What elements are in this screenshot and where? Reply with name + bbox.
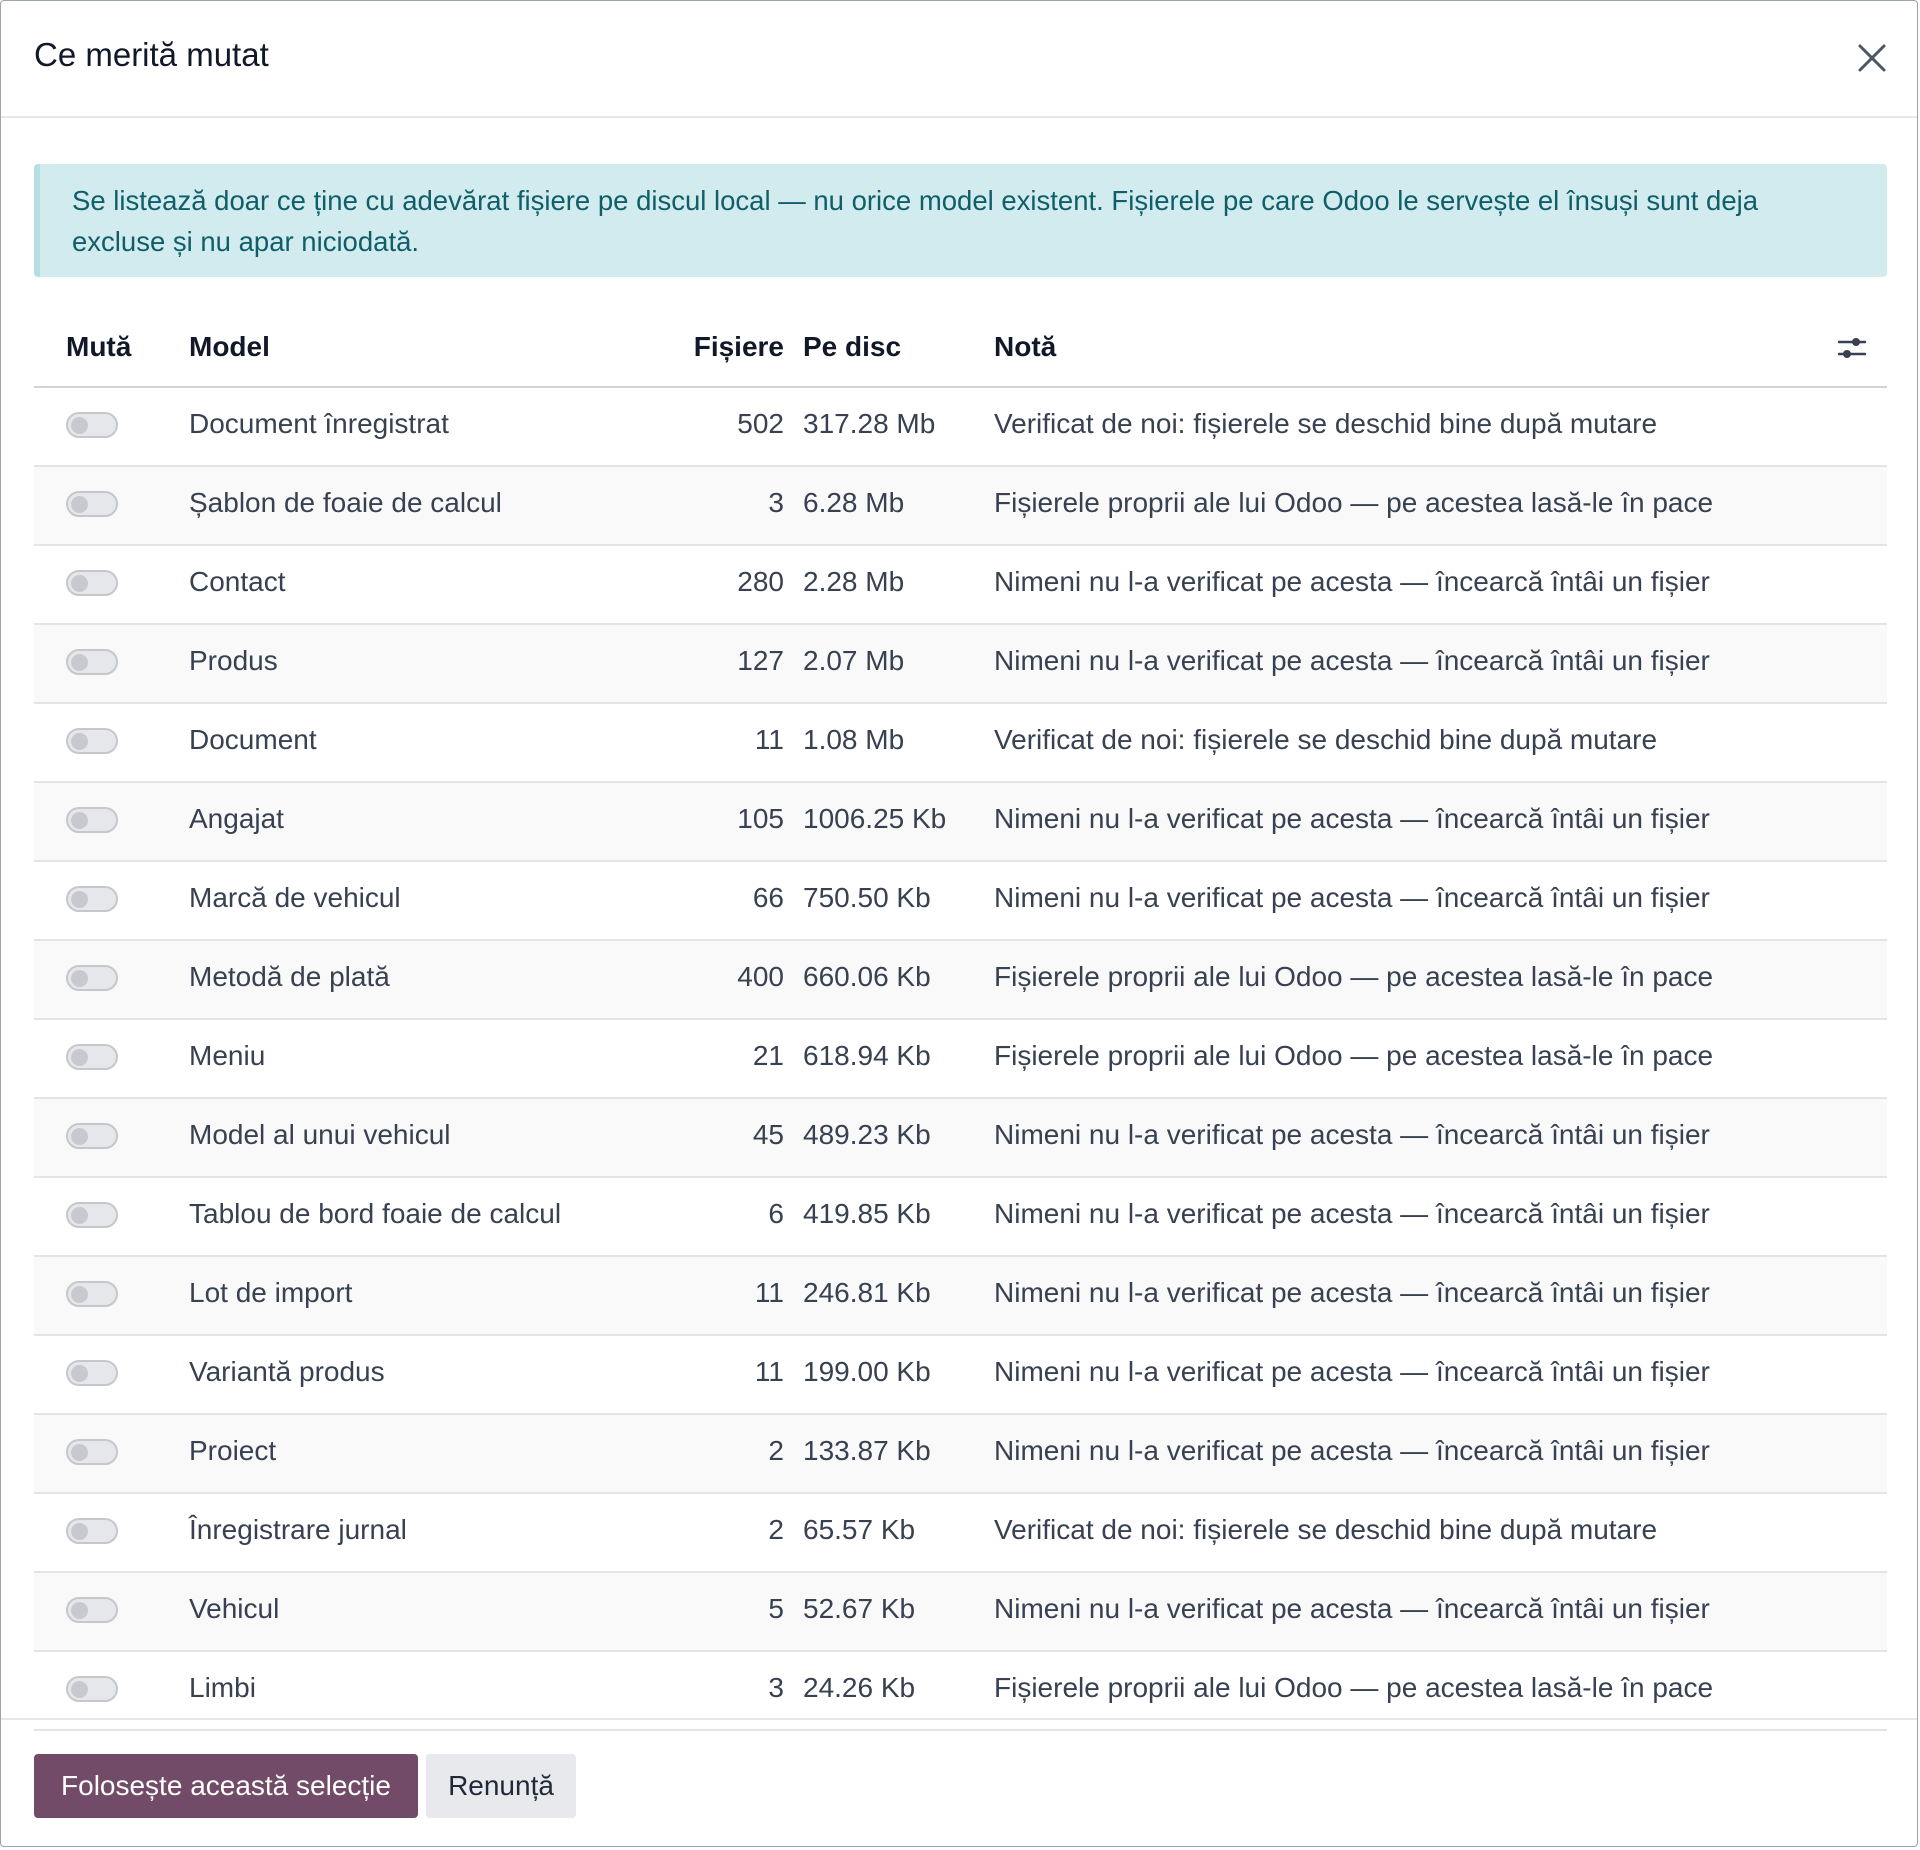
- table-row[interactable]: [34, 1415, 1887, 1494]
- move-toggle[interactable]: [66, 570, 118, 596]
- move-toggle[interactable]: [66, 1676, 118, 1702]
- files-cell: 2: [768, 1435, 784, 1466]
- size-cell: 2.07 Mb: [803, 645, 905, 676]
- move-toggle[interactable]: [66, 965, 118, 991]
- model-cell: Angajat: [189, 803, 284, 834]
- move-toggle[interactable]: [66, 728, 118, 754]
- table-row[interactable]: [34, 862, 1887, 941]
- model-cell: Tablou de bord foaie de calcul: [189, 1198, 562, 1229]
- note-cell: Verificat de noi: fișierele se deschid bine după mutare: [994, 1514, 1658, 1545]
- files-cell: 11: [754, 724, 784, 755]
- note-cell: Nimeni nu l-a verificat pe acesta — încearcă întâi un fișier: [994, 645, 1710, 676]
- size-cell: 750.50 Kb: [803, 882, 931, 913]
- table-row[interactable]: [34, 1336, 1887, 1415]
- note-cell: Fișierele proprii ale lui Odoo — pe acestea lasă-le în pace: [994, 1672, 1714, 1703]
- note-cell: Fișierele proprii ale lui Odoo — pe acestea lasă-le în pace: [994, 961, 1714, 992]
- model-cell: Înregistrare jurnal: [189, 1514, 407, 1545]
- model-cell: Contact: [189, 566, 286, 597]
- files-cell: 6: [768, 1198, 784, 1229]
- dialog-title: Ce merită mutat: [34, 36, 269, 73]
- model-cell: Limbi: [189, 1672, 256, 1703]
- table-header: [34, 311, 1887, 388]
- table-body: [34, 388, 1887, 1731]
- move-toggle[interactable]: [66, 1123, 118, 1149]
- toggle-knob: [71, 1049, 88, 1066]
- model-cell: Marcă de vehicul: [189, 882, 401, 913]
- note-cell: Verificat de noi: fișierele se deschid bine după mutare: [994, 408, 1658, 439]
- files-cell: 280: [737, 566, 784, 597]
- table-row[interactable]: [34, 1494, 1887, 1573]
- models-table: [34, 311, 1887, 1731]
- model-cell: Produs: [189, 645, 278, 676]
- note-cell: Nimeni nu l-a verificat pe acesta — încearcă întâi un fișier: [994, 1593, 1710, 1624]
- files-cell: 502: [737, 408, 784, 439]
- toggle-knob: [71, 1602, 88, 1619]
- size-cell: 24.26 Kb: [803, 1672, 916, 1703]
- size-cell: 317.28 Mb: [803, 408, 936, 439]
- model-cell: Document înregistrat: [189, 408, 449, 439]
- toggle-knob: [71, 812, 88, 829]
- files-cell: 127: [737, 645, 784, 676]
- model-cell: Variantă produs: [189, 1356, 385, 1387]
- model-cell: Model al unui vehicul: [189, 1119, 451, 1150]
- move-toggle[interactable]: [66, 412, 118, 438]
- table-row[interactable]: [34, 546, 1887, 625]
- table-row[interactable]: [34, 625, 1887, 704]
- table-row[interactable]: [34, 467, 1887, 546]
- toggle-knob: [71, 891, 88, 908]
- model-cell: Proiect: [189, 1435, 277, 1466]
- size-cell: 489.23 Kb: [803, 1119, 931, 1150]
- toggle-knob: [71, 1207, 88, 1224]
- toggle-knob: [71, 1365, 88, 1382]
- move-toggle[interactable]: [66, 807, 118, 833]
- note-cell: Nimeni nu l-a verificat pe acesta — încearcă întâi un fișier: [994, 1119, 1710, 1150]
- toggle-knob: [71, 733, 88, 750]
- toggle-knob: [71, 1444, 88, 1461]
- size-cell: 246.81 Kb: [803, 1277, 931, 1308]
- info-alert: Se listează doar ce ține cu adevărat fișiere pe discul local — nu orice model existent. Fișierele pe care Odoo le servește el însuși sunt deja excluse și nu apar niciodată.: [34, 164, 1887, 277]
- files-cell: 11: [754, 1277, 784, 1308]
- table-row[interactable]: [34, 1257, 1887, 1336]
- files-cell: 11: [754, 1356, 784, 1387]
- toggle-knob: [71, 654, 88, 671]
- note-cell: Nimeni nu l-a verificat pe acesta — încearcă întâi un fișier: [994, 882, 1710, 913]
- toggle-knob: [71, 1681, 88, 1698]
- table-row[interactable]: [34, 941, 1887, 1020]
- table-row[interactable]: [34, 1178, 1887, 1257]
- move-toggle[interactable]: [66, 649, 118, 675]
- toggle-knob: [71, 1128, 88, 1145]
- note-cell: Nimeni nu l-a verificat pe acesta — încearcă întâi un fișier: [994, 1356, 1710, 1387]
- column-header-move[interactable]: Mută: [66, 331, 132, 362]
- toggle-knob: [71, 496, 88, 513]
- move-toggle[interactable]: [66, 1202, 118, 1228]
- column-header-files[interactable]: Fișiere: [693, 331, 784, 362]
- size-cell: 419.85 Kb: [803, 1198, 931, 1229]
- note-cell: Nimeni nu l-a verificat pe acesta — încearcă întâi un fișier: [994, 1198, 1710, 1229]
- move-toggle[interactable]: [66, 1518, 118, 1544]
- note-cell: Fișierele proprii ale lui Odoo — pe acestea lasă-le în pace: [994, 1040, 1714, 1071]
- toggle-knob: [71, 417, 88, 434]
- model-cell: Metodă de plată: [189, 961, 390, 992]
- table-row[interactable]: [34, 704, 1887, 783]
- model-cell: Document: [189, 724, 317, 755]
- note-cell: Nimeni nu l-a verificat pe acesta — încearcă întâi un fișier: [994, 803, 1710, 834]
- note-cell: Nimeni nu l-a verificat pe acesta — încearcă întâi un fișier: [994, 566, 1710, 597]
- model-cell: Șablon de foaie de calcul: [189, 487, 502, 518]
- files-cell: 5: [768, 1593, 784, 1624]
- size-cell: 199.00 Kb: [803, 1356, 931, 1387]
- size-cell: 1006.25 Kb: [803, 803, 947, 834]
- toggle-knob: [71, 1523, 88, 1540]
- size-cell: 133.87 Kb: [803, 1435, 931, 1466]
- size-cell: 65.57 Kb: [803, 1514, 916, 1545]
- note-cell: Nimeni nu l-a verificat pe acesta — încearcă întâi un fișier: [994, 1277, 1710, 1308]
- files-cell: 45: [752, 1119, 784, 1150]
- use-selection-button[interactable]: Folosește această selecție: [34, 1754, 418, 1818]
- move-toggle[interactable]: [66, 1281, 118, 1307]
- move-toggle[interactable]: [66, 886, 118, 912]
- toggle-knob: [71, 970, 88, 987]
- move-toggle[interactable]: [66, 1439, 118, 1465]
- table-row[interactable]: [34, 388, 1887, 467]
- toggle-knob: [71, 575, 88, 592]
- close-icon[interactable]: [1851, 37, 1893, 79]
- size-cell: 660.06 Kb: [803, 961, 931, 992]
- files-cell: 3: [768, 1672, 784, 1703]
- move-toggle[interactable]: [66, 1597, 118, 1623]
- note-cell: Fișierele proprii ale lui Odoo — pe acestea lasă-le în pace: [994, 487, 1714, 518]
- note-cell: Verificat de noi: fișierele se deschid bine după mutare: [994, 724, 1658, 755]
- note-cell: Nimeni nu l-a verificat pe acesta — încearcă întâi un fișier: [994, 1435, 1710, 1466]
- files-cell: 400: [737, 961, 784, 992]
- size-cell: 2.28 Mb: [803, 566, 905, 597]
- size-cell: 6.28 Mb: [803, 487, 905, 518]
- column-header-model[interactable]: Model: [189, 331, 270, 362]
- table-row[interactable]: [34, 1020, 1887, 1099]
- table-row[interactable]: [34, 1573, 1887, 1652]
- table-row[interactable]: [34, 783, 1887, 862]
- files-cell: 2: [768, 1514, 784, 1545]
- files-cell: 3: [768, 487, 784, 518]
- size-cell: 618.94 Kb: [803, 1040, 931, 1071]
- size-cell: 1.08 Mb: [803, 724, 905, 755]
- move-toggle[interactable]: [66, 1360, 118, 1386]
- files-cell: 21: [752, 1040, 784, 1071]
- move-toggle[interactable]: [66, 491, 118, 517]
- model-cell: Meniu: [189, 1040, 266, 1071]
- dialog-header: [1, 1, 1917, 118]
- model-cell: Vehicul: [189, 1593, 280, 1624]
- column-header-note[interactable]: Notă: [994, 331, 1057, 362]
- dialog-footer: [1, 1718, 1917, 1850]
- toggle-knob: [71, 1286, 88, 1303]
- move-toggle[interactable]: [66, 1044, 118, 1070]
- sliders-icon[interactable]: [1835, 331, 1869, 365]
- files-cell: 66: [752, 882, 784, 913]
- size-cell: 52.67 Kb: [803, 1593, 916, 1624]
- model-cell: Lot de import: [189, 1277, 353, 1308]
- table-row[interactable]: [34, 1099, 1887, 1178]
- cancel-button[interactable]: Renunță: [426, 1754, 576, 1818]
- column-header-size[interactable]: Pe disc: [803, 331, 902, 362]
- files-cell: 105: [737, 803, 784, 834]
